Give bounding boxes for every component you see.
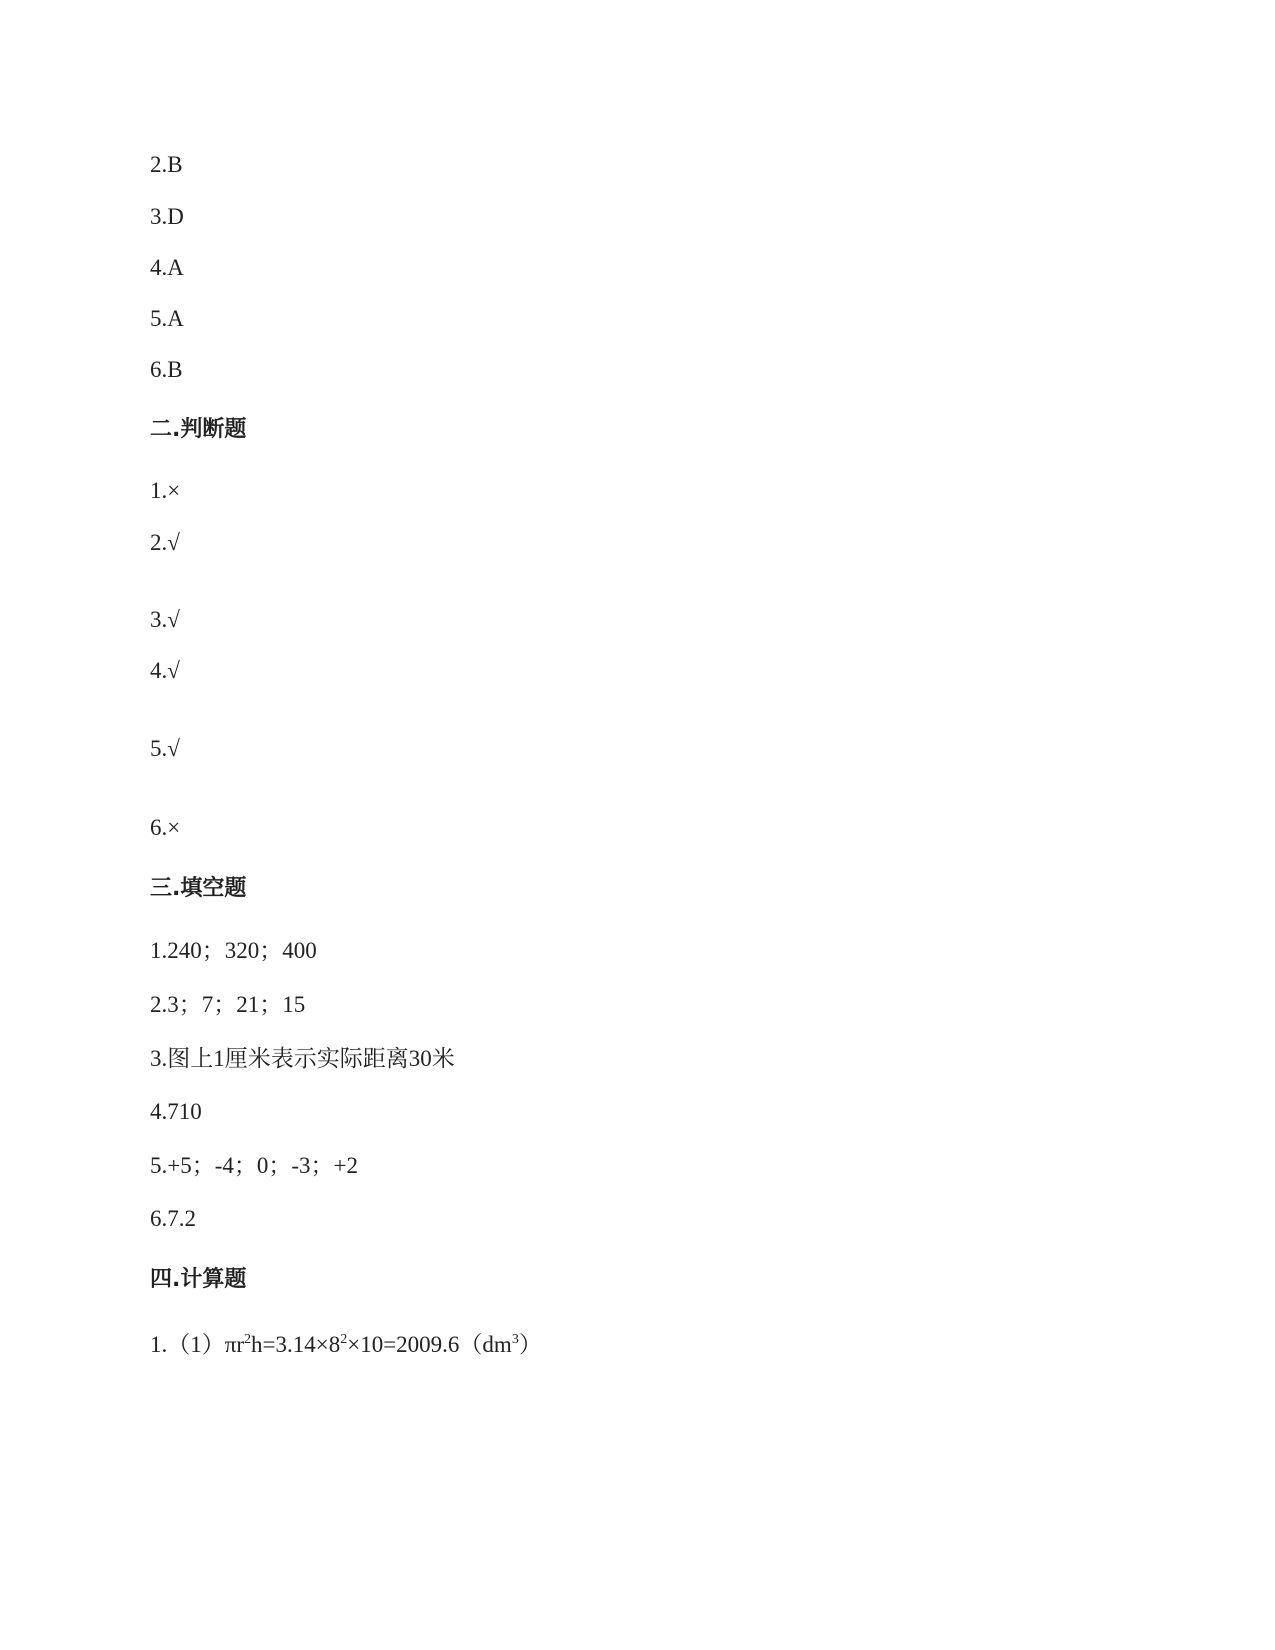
formula-prefix: 1.（1）πr [150, 1332, 245, 1357]
formula-tail: ×10=2009.6（dm [347, 1332, 512, 1357]
formula-middle: h=3.14×8 [251, 1332, 341, 1357]
answer-fill-6: 6.7.2 [150, 1206, 196, 1231]
formula-exponent-1: 2 [244, 1332, 252, 1347]
answer-fill-4: 4.710 [150, 1099, 202, 1124]
section-heading-calc: 四.计算题 [150, 1267, 247, 1292]
answer-fill-5: 5.+5；-4；0；-3；+2 [150, 1153, 359, 1178]
section-heading-judge: 二.判断题 [150, 417, 247, 442]
answer-choice-2: 2.B [150, 152, 183, 177]
formula-exponent-3: 3 [511, 1332, 519, 1347]
answer-choice-5: 5.A [150, 306, 184, 331]
answer-choice-4: 4.A [150, 255, 184, 280]
answer-judge-2: 2.√ [150, 530, 180, 555]
answer-choice-3: 3.D [150, 204, 184, 229]
answer-fill-3: 3.图上1厘米表示实际距离30米 [150, 1046, 455, 1071]
answer-judge-1: 1.× [150, 478, 181, 503]
formula-end: ） [518, 1332, 542, 1357]
section-heading-fill: 三.填空题 [150, 876, 247, 901]
answer-calc-1 [150, 1330, 542, 1360]
answer-judge-4: 4.√ [150, 658, 180, 683]
answer-judge-5: 5.√ [150, 736, 180, 761]
answer-fill-2: 2.3；7；21；15 [150, 992, 306, 1017]
answer-fill-1: 1.240；320；400 [150, 938, 317, 963]
answer-choice-6: 6.B [150, 357, 183, 382]
answer-judge-3: 3.√ [150, 607, 180, 632]
answer-judge-6: 6.× [150, 815, 181, 840]
formula-exponent-2: 2 [340, 1332, 348, 1347]
